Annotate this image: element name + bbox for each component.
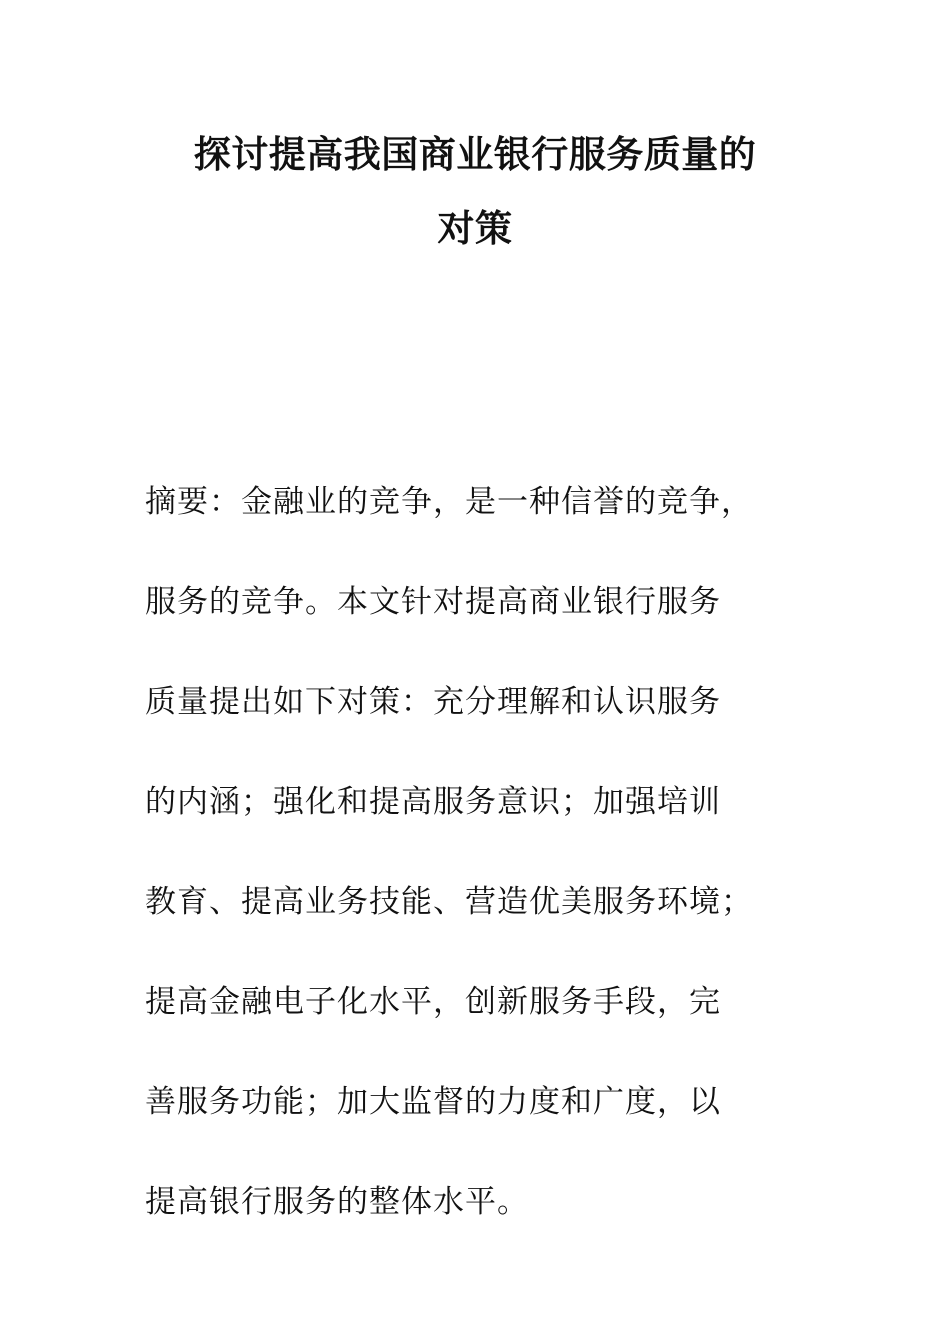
abstract-line-3: 质量提出如下对策：充分理解和认识服务 [145, 684, 721, 720]
abstract-line-4: 的内涵；强化和提高服务意识；加强培训 [145, 784, 721, 820]
abstract-line-8: 提高银行服务的整体水平。 [145, 1184, 529, 1220]
document-title-line-2: 对策 [437, 206, 513, 250]
document-title-line-1: 探讨提高我国商业银行服务质量的 [193, 132, 757, 176]
abstract-line-6: 提高金融电子化水平，创新服务手段，完 [145, 984, 721, 1020]
abstract-line-5: 教育、提高业务技能、营造优美服务环境； [145, 884, 753, 920]
abstract-line-1: 摘要：金融业的竞争，是一种信誉的竞争， [145, 484, 753, 520]
abstract-line-7: 善服务功能；加大监督的力度和广度，以 [145, 1084, 721, 1120]
abstract-line-2: 服务的竞争。本文针对提高商业银行服务 [145, 584, 721, 620]
